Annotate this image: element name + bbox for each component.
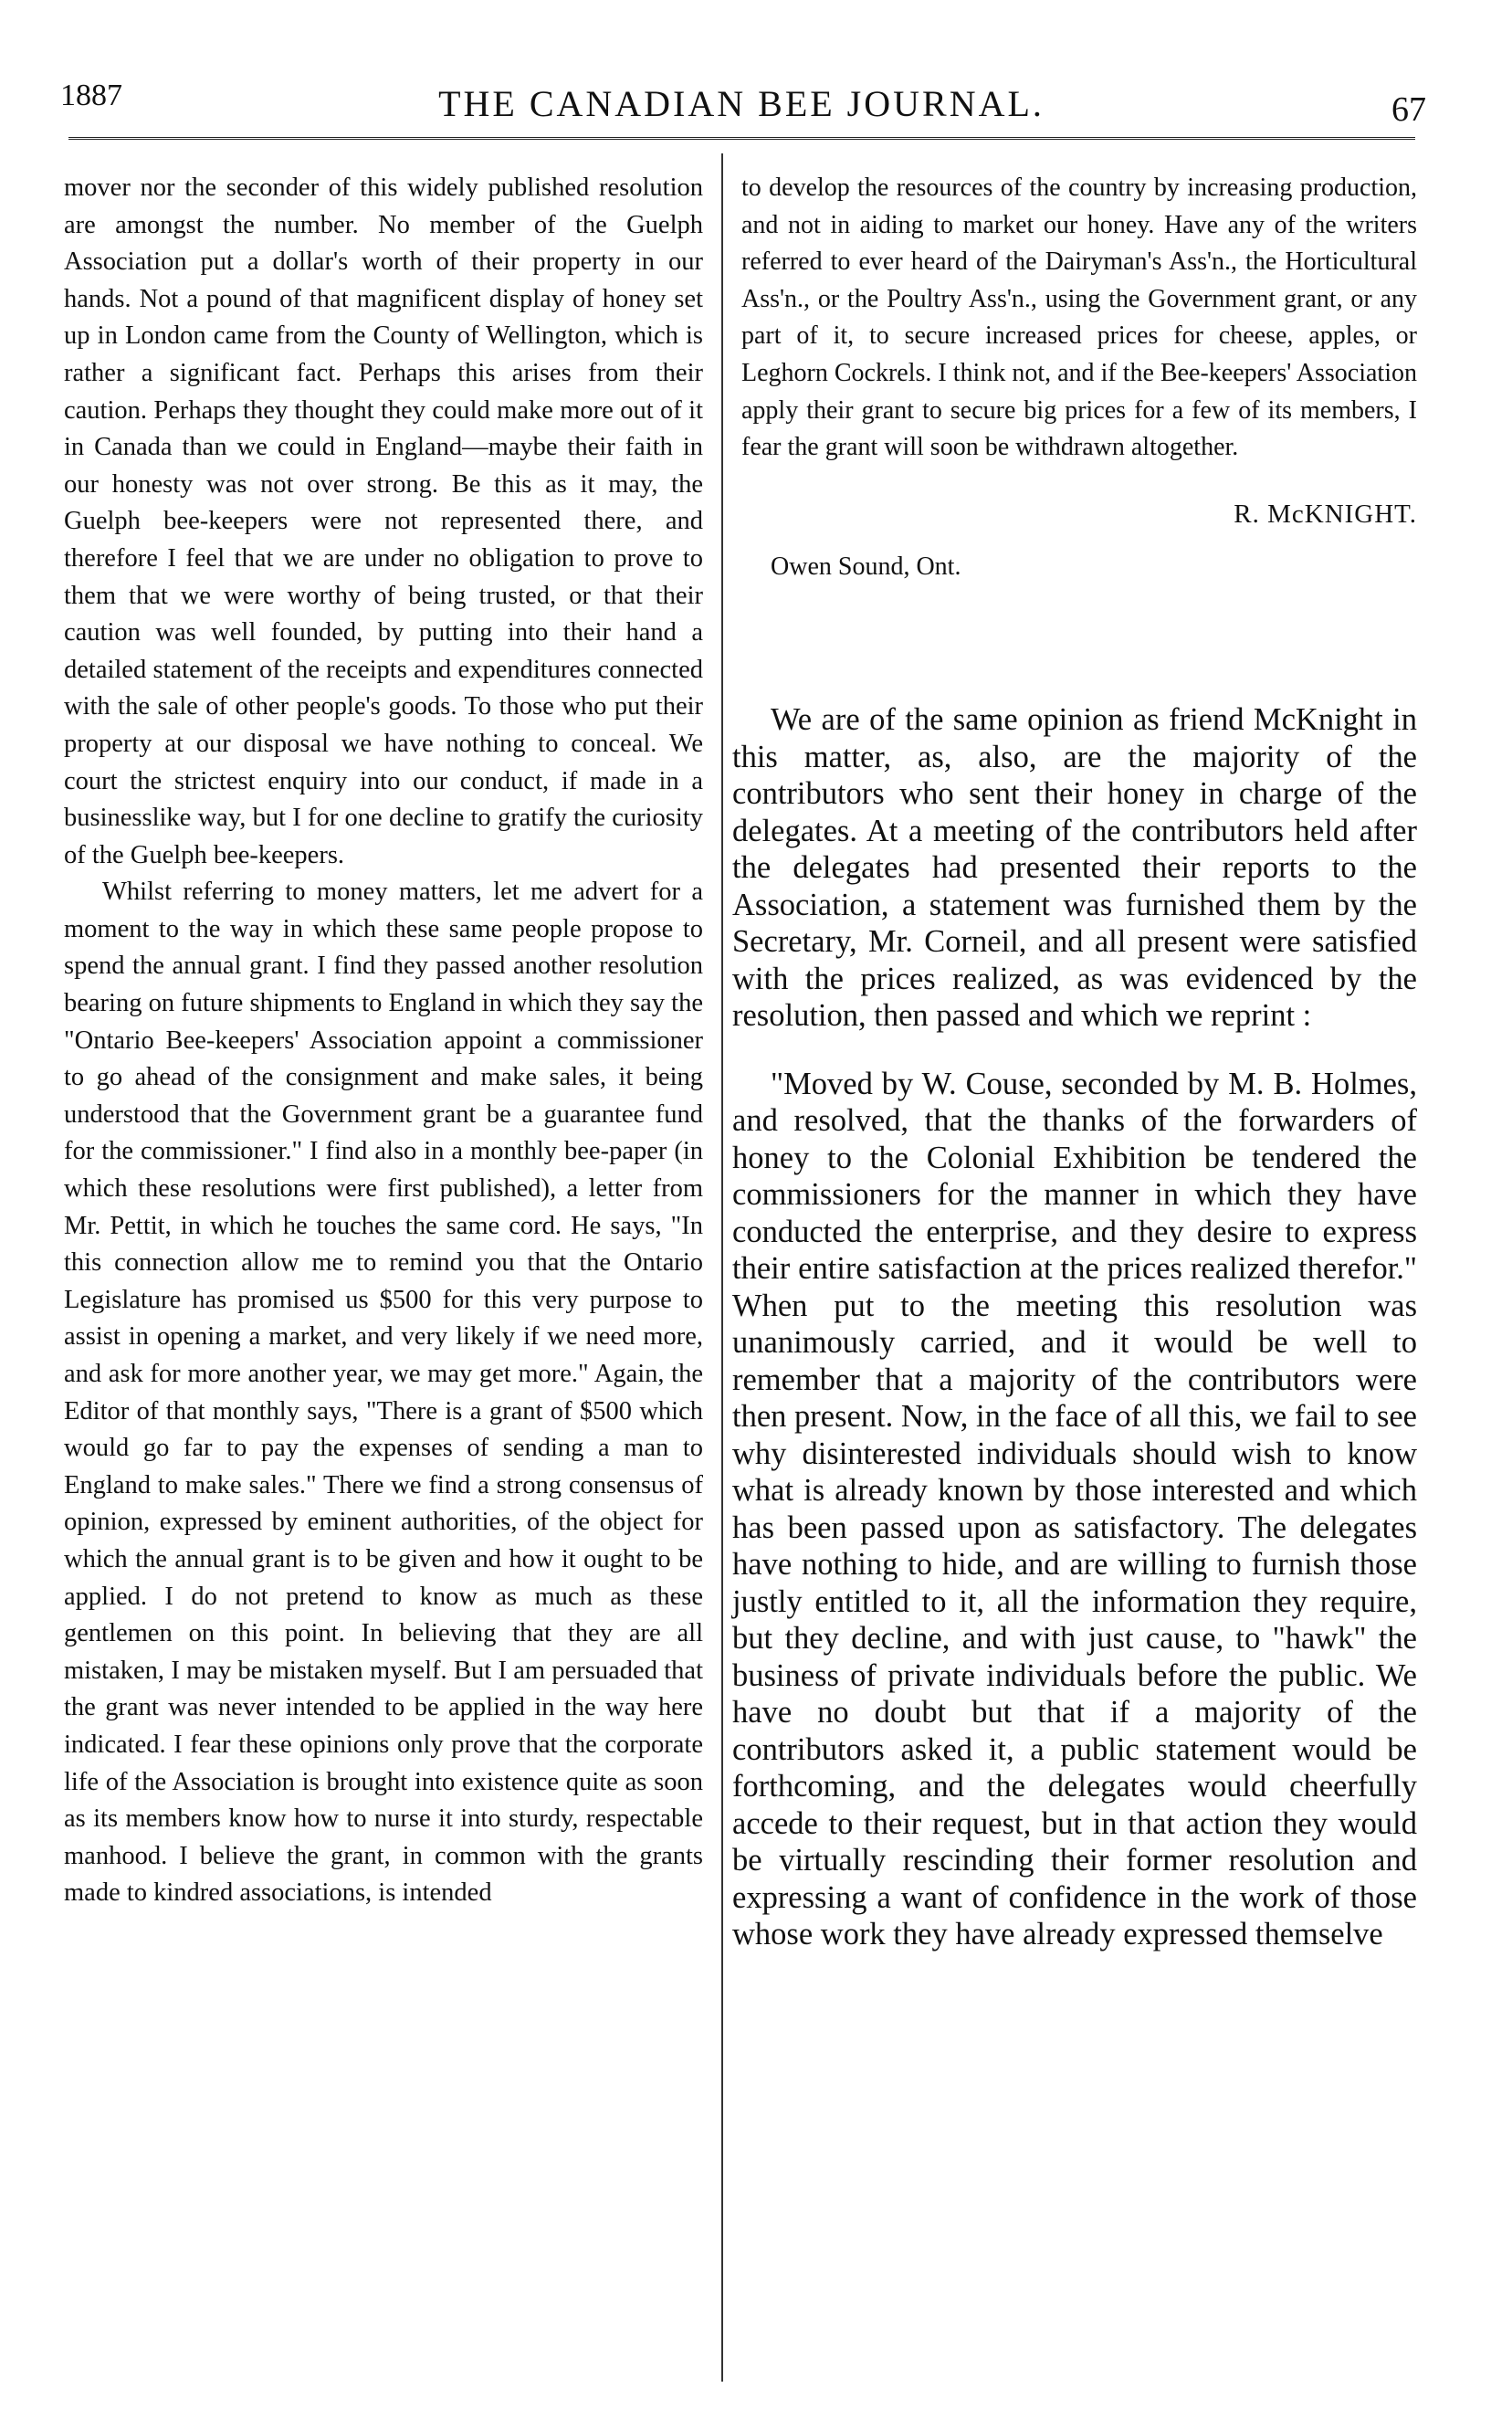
left-column [64, 170, 703, 1912]
header-rule [68, 137, 1415, 140]
left-paragraph-1: mover nor the seconder of this widely published resolution are amongst the number. No member of the Guelph Association put a dollar's worth of their property in our hands. Not a pound of that magnificent display of honey set up in London came from the County of Wellington, which is rather a significant fact. Perhaps this arises from their caution. Perhaps they thought they could make more out of it in Canada than we could in England—maybe their faith in our honesty was not over strong. Be this as it may, the Guelph bee-keepers were not represented there, and therefore I feel that we are under no obligation to prove to them that we were worthy of being trusted, or that their caution was well founded, by putting into their hand a detailed statement of the receipts and expenditures connected with the sale of other people's goods. To those who put their property at our disposal we have nothing to conceal. We court the strictest enquiry into our conduct, if made in a businesslike way, but I for one decline to gratify the curiosity of the Guelph bee-keepers. [64, 174, 703, 869]
column-divider [721, 153, 723, 2382]
right-column-editorial [732, 701, 1417, 1953]
right-column-letter [741, 170, 1417, 586]
page-header [57, 79, 1426, 133]
editorial-paragraph-2: "Moved by W. Couse, seconded by M. B. Holmes, and resolved, that the thanks of the forwarders of honey to the Colonial Exhibition be tendered the commissioners for the manner in which they have conducted the enterprise, and they desire to express their entire satisfaction at the prices realized therefor." When put to the meeting this resolution was unanimously carried, and it would be well to remember that a majority of the contributors were then present. Now, in the face of all this, we fail to see why disinterested individuals should wish to know what is already known by those interested and which has been passed upon as satisfactory. The delegates have nothing to hide, and are willing to furnish those justly entitled to it, all the information they require, but they decline, and with just cause, to "hawk" the business of private individuals before the public. We have no doubt but that if a majority of the contributors asked it, a public statement would be forthcoming, and the delegates would cheerfully accede to their request, but in that action they would be virtually rescinding their former resolution and expressing a want of confidence in the work of those whose work they have already expressed themselve [732, 1066, 1417, 1951]
letter-place: Owen Sound, Ont. [771, 552, 961, 582]
header-year: 1887 [60, 79, 122, 112]
letter-signature: R. McKNIGHT. [1234, 499, 1417, 529]
journal-title: THE CANADIAN BEE JOURNAL. [438, 83, 1045, 124]
page-number: 67 [1391, 90, 1426, 129]
letter-conclusion: to develop the resources of the country by increasing production, and not in aiding to market our honey. Have any of the writers referred to ever heard of the Dairyman's Ass'n., the Horticultural Ass'n., or the Poultry Ass'n., using the Government grant, or any part of it, to secure increased prices for cheese, apples, or Leghorn Cockrels. I think not, and if the Bee-keepers' Association apply their grant to secure big prices for a few of its members, I fear the grant will soon be withdrawn altogether. [741, 174, 1417, 462]
left-paragraph-2: Whilst referring to money matters, let me advert for a moment to the way in which these same people propose to spend the annual grant. I find they passed another resolution bearing on future shipments to England in which they say the "Ontario Bee-keepers' Association appoint a commissioner to go ahead of the consignment and make sales, it being understood that the Government grant be a guarantee fund for the commissioner." I find also in a monthly bee-paper (in which these resolutions were first published), a letter from Mr. Pettit, in which he touches the same cord. He says, "In this connection allow me to remind you that the Ontario Legislature has promised us $500 for this very purpose to assist in opening a market, and very likely if we need more, and ask for more another year, we may get more." Again, the Editor of that monthly says, "There is a grant of $500 which would go far to pay the expenses of sending a man to England to make sales." There we find a strong consensus of opinion, expressed by eminent authorities, of the object for which the annual grant is to be given and how it ought to be applied. I do not pretend to know as much as these gentlemen on this point. In believing that they are all mistaken, I may be mistaken myself. But I am persuaded that the grant was never intended to be applied in the way here indicated. I fear these opinions only prove that the corporate life of the Association is brought into existence quite as soon as its members know how to nurse it into sturdy, respectable manhood. I believe the grant, in common with the grants made to kindred associations, is intended [64, 878, 703, 1908]
editorial-paragraph-1: We are of the same opinion as friend McKnight in this matter, as, also, are the majority of the contributors who sent their honey in charge of the delegates. At a meeting of the contributors held after the delegates had presented their reports to the Association, a statement was furnished them by the Secretary, Mr. Corneil, and all present were satisfied with the prices realized, as was evidenced by the resolution, then passed and which we reprint : [732, 702, 1417, 1033]
